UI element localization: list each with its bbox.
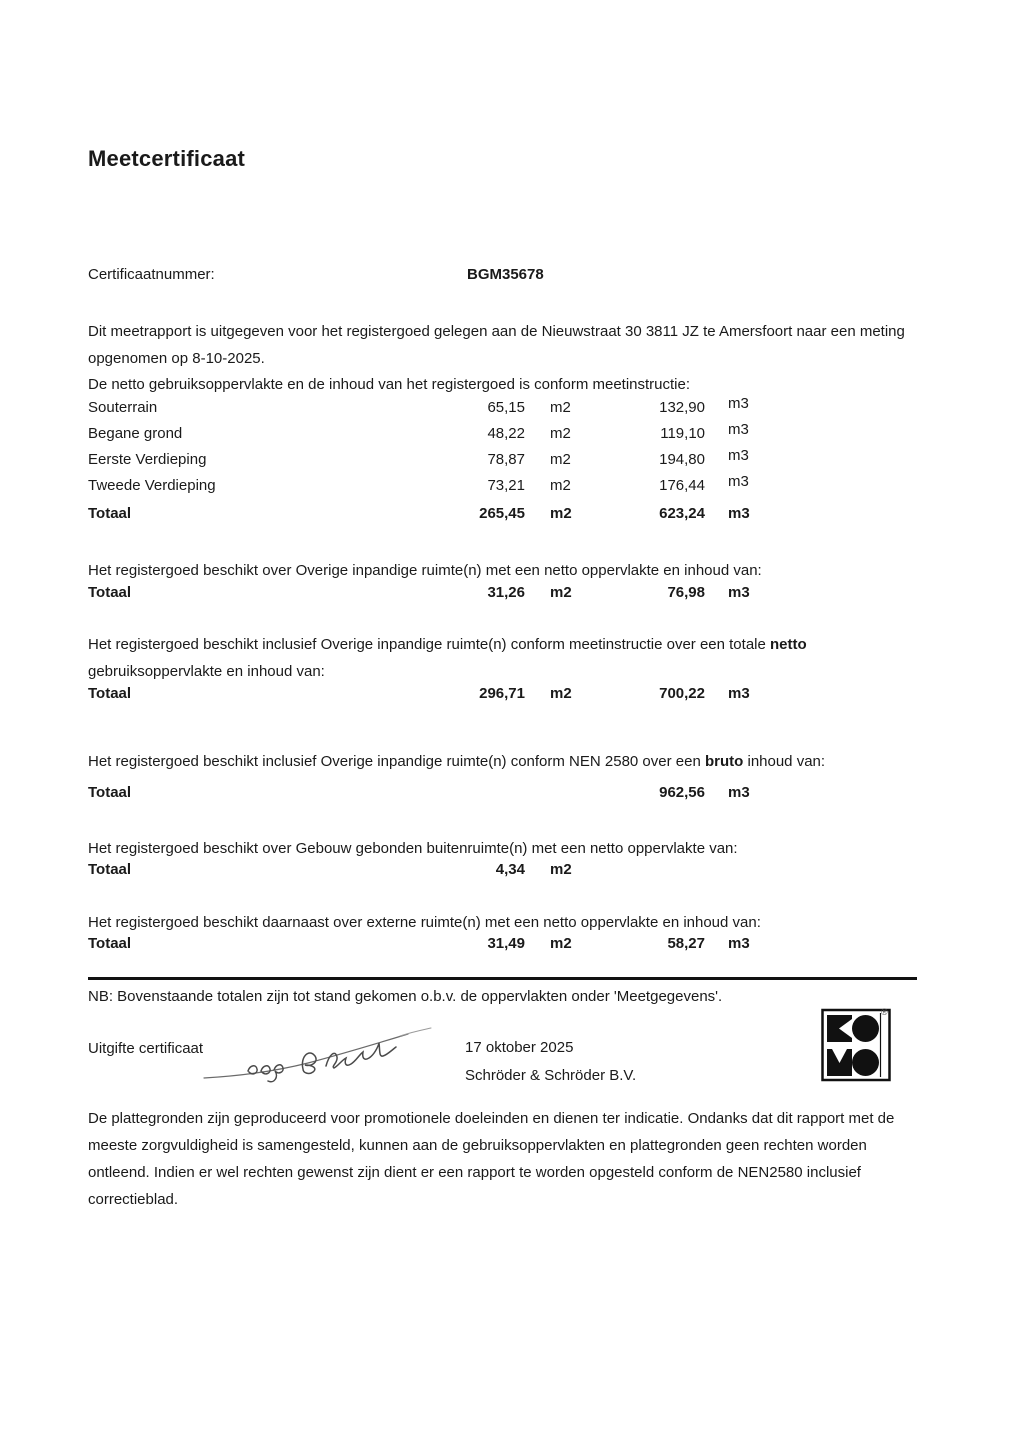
intro-paragraph: Dit meetrapport is uitgegeven voor het registergoed gelegen aan de Nieuwstraat 30 3811 JZ te Amersfoort naar een meting opgenomen op 8-10-2025. [88, 323, 905, 367]
area-unit: m2 [550, 425, 571, 442]
area-value: 78,87 [487, 451, 525, 468]
horizontal-rule [88, 977, 917, 980]
total-label: Totaal [88, 784, 132, 801]
issue-date: 17 oktober 2025 [465, 1039, 574, 1056]
volume-unit: m3 [728, 395, 749, 412]
area-value: 265,45 [479, 505, 525, 522]
area-value: 4,34 [495, 861, 525, 878]
measure-instruction-note: De netto gebruiksoppervlakte en de inhoud van het registergoed is conform meetinstructie: [88, 376, 691, 393]
row-label: Tweede Verdieping [88, 477, 216, 494]
section-netto-total-row [88, 685, 930, 711]
volume-unit: m3 [728, 935, 750, 952]
volume-value: 194,80 [659, 451, 705, 468]
area-unit: m2 [550, 451, 571, 468]
section-netto-heading [88, 631, 916, 685]
row-label: Souterrain [88, 399, 158, 416]
section-externe-total-row [88, 935, 930, 961]
row-label: Eerste Verdieping [88, 451, 207, 468]
volume-value: 700,22 [659, 685, 705, 702]
area-unit: m2 [550, 861, 572, 878]
area-value: 48,22 [487, 425, 525, 442]
volume-unit: m3 [728, 685, 750, 702]
certificate-row [88, 266, 930, 283]
nb-note: NB: Bovenstaande totalen zijn tot stand gekomen o.b.v. de oppervlakten onder 'Meetgegevens'. [88, 988, 723, 1005]
total-label: Totaal [88, 584, 132, 601]
volume-value: 176,44 [659, 477, 705, 494]
section-overige-total-row [88, 584, 930, 610]
heading-bold-word: bruto [704, 753, 744, 770]
table-row [88, 447, 930, 477]
area-value: 31,26 [487, 584, 525, 601]
volume-value: 58,27 [667, 935, 705, 952]
volume-unit: m3 [728, 421, 749, 438]
table-total-row [88, 505, 930, 531]
section-externe-heading: Het registergoed beschikt daarnaast over externe ruimte(n) met een netto oppervlakte en inhoud van: [88, 914, 761, 931]
area-unit: m2 [550, 477, 571, 494]
komo-logo-icon [821, 1008, 891, 1082]
table-row [88, 421, 930, 451]
total-label: Totaal [88, 935, 132, 952]
disclaimer-paragraph: De plattegronden zijn geproduceerd voor promotionele doeleinden en dienen ter indicatie. Ondanks dat dit rapport met de meeste zorgvuldigheid is samengesteld, kunnen aan de gebruiksoppervlakten en plattegronden geen rechten worden ontleend. Indien er wel rechten gewenst zijn dient er een rapport te worden opgesteld conform de NEN2580 inclusief correctieblad. [88, 1110, 895, 1208]
heading-bold-word: netto [770, 636, 807, 653]
area-unit: m2 [550, 399, 571, 416]
area-unit: m2 [550, 935, 572, 952]
total-label: Totaal [88, 861, 132, 878]
volume-unit: m3 [728, 784, 750, 801]
area-unit: m2 [550, 685, 572, 702]
area-value: 73,21 [487, 477, 525, 494]
signature [200, 1024, 435, 1086]
volume-value: 76,98 [667, 584, 705, 601]
volume-value: 623,24 [659, 505, 705, 522]
issue-label: Uitgifte certificaat [88, 1040, 204, 1057]
heading-text: inhoud van: [743, 753, 826, 770]
section-bruto-total-row [88, 784, 930, 810]
total-label: Totaal [88, 685, 132, 702]
volume-unit: m3 [728, 584, 750, 601]
heading-text: gebruiksoppervlakte en inhoud van: [88, 663, 325, 680]
section-overige-heading: Het registergoed beschikt over Overige inpandige ruimte(n) met een netto oppervlakte en inhoud van: [88, 562, 762, 579]
volume-value: 962,56 [659, 784, 705, 801]
area-value: 296,71 [479, 685, 525, 702]
page-title: Meetcertificaat [88, 146, 246, 171]
volume-unit: m3 [728, 473, 749, 490]
registered-trademark-symbol: ® [881, 1007, 888, 1017]
heading-text: Het registergoed beschikt inclusief Overige inpandige ruimte(n) conform meetinstructie over een totale [88, 636, 771, 653]
volume-unit: m3 [728, 505, 750, 522]
certificate-number: BGM35678 [467, 266, 544, 283]
area-unit: m2 [550, 584, 572, 601]
area-value: 65,15 [487, 399, 525, 416]
volume-value: 132,90 [659, 399, 705, 416]
volume-unit: m3 [728, 447, 749, 464]
company-name: Schröder & Schröder B.V. [465, 1067, 637, 1084]
area-value: 31,49 [487, 935, 525, 952]
table-row [88, 473, 930, 503]
section-buitenruimte-total-row [88, 861, 930, 887]
total-label: Totaal [88, 505, 132, 522]
section-bruto-heading [88, 748, 916, 775]
komo-logo [821, 1008, 891, 1082]
heading-text: Het registergoed beschikt inclusief Overige inpandige ruimte(n) conform NEN 2580 over een [88, 753, 705, 770]
signature-scribble [200, 1024, 435, 1086]
area-unit: m2 [550, 505, 572, 522]
table-row [88, 395, 930, 425]
volume-value: 119,10 [660, 425, 705, 442]
row-label: Begane grond [88, 425, 183, 442]
certificate-label: Certificaatnummer: [88, 266, 215, 283]
section-buitenruimte-heading: Het registergoed beschikt over Gebouw gebonden buitenruimte(n) met een netto oppervlakte van: [88, 840, 738, 857]
